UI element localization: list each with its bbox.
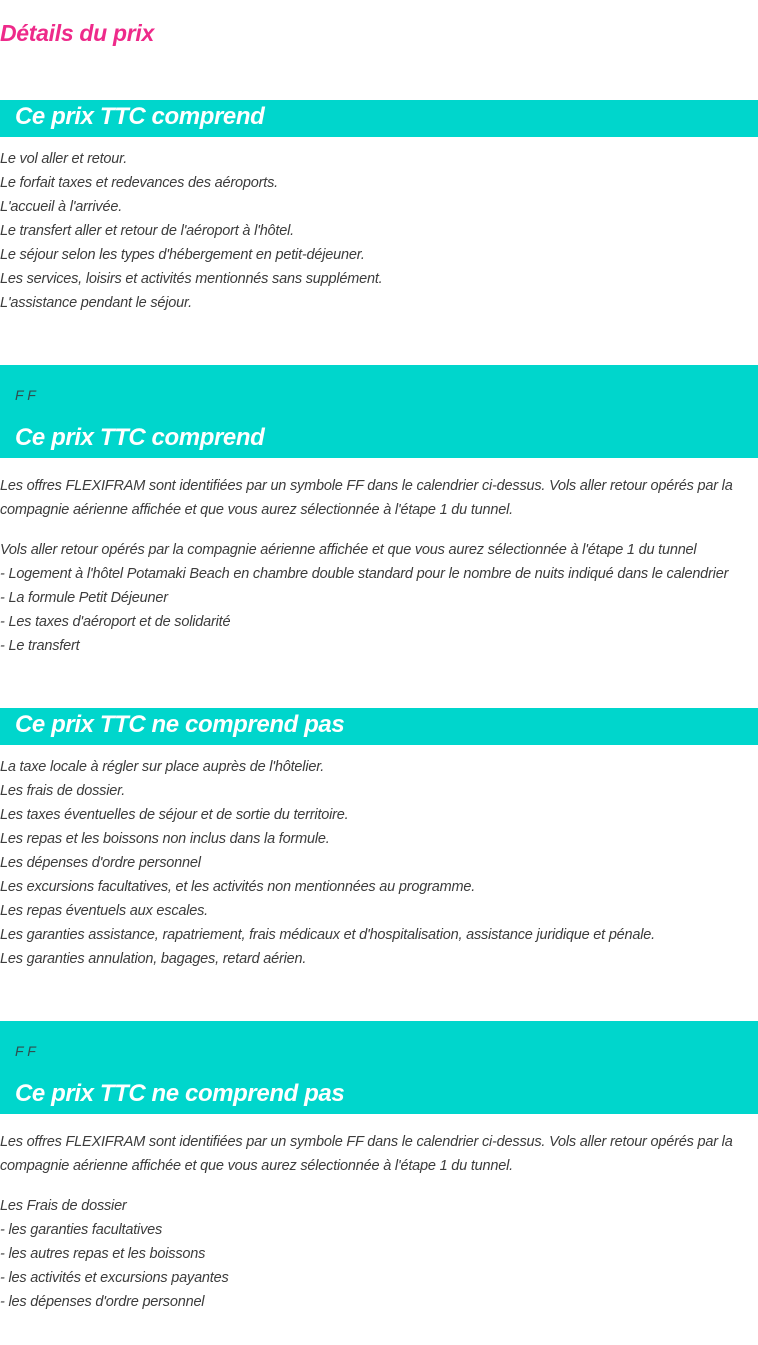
included-flexifram-list [0,538,758,658]
list-item: - les autres repas et les boissons [0,1246,206,1262]
list-item: - Le transfert [0,638,80,654]
list-item: La taxe locale à régler sur place auprès de l'hôtelier. [0,759,325,775]
list-item: L'assistance pendant le séjour. [0,295,192,311]
flexifram-intro-2 [0,1130,740,1178]
included-list [0,147,740,315]
intro-paragraph: Les offres FLEXIFRAM sont identifiées par un symbole FF dans le calendrier ci-dessus. Vols aller retour opérés par la compagnie aérienne affichée et que vous aurez sélectionnée à l'étape 1 du tunnel. [0,478,733,518]
flexifram-intro [0,474,740,522]
section-band-included-flexifram [0,365,758,458]
list-item: Les garanties annulation, bagages, retard aérien. [0,951,307,967]
ff-label: F F [15,387,36,403]
section-heading-not-included: Ce prix TTC ne comprend pas [15,711,345,738]
list-item: Les Frais de dossier [0,1198,127,1214]
list-item: Le séjour selon les types d'hébergement en petit-déjeuner. [0,247,365,263]
intro-paragraph: Les offres FLEXIFRAM sont identifiées par un symbole FF dans le calendrier ci-dessus. Vols aller retour opérés par la compagnie aérienne affichée et que vous aurez sélectionnée à l'étape 1 du tunnel. [0,1134,733,1174]
list-item: - les garanties facultatives [0,1222,163,1238]
section-band-not-included [0,708,758,745]
list-item: - Logement à l'hôtel Potamaki Beach en chambre double standard pour le nombre de nuits indiqué dans le calendrier [0,566,729,582]
list-item: Le transfert aller et retour de l'aéroport à l'hôtel. [0,223,294,239]
list-item: Les garanties assistance, rapatriement, frais médicaux et d'hospitalisation, assistance juridique et pénale. [0,927,655,943]
not-included-flexifram-list [0,1194,740,1314]
list-item: Vols aller retour opérés par la compagnie aérienne affichée et que vous aurez sélectionnée à l'étape 1 du tunnel [0,542,697,558]
list-item: - Les taxes d'aéroport et de solidarité [0,614,231,630]
list-item: L'accueil à l'arrivée. [0,199,123,215]
list-item: - La formule Petit Déjeuner [0,590,168,606]
ff-label: F F [15,1043,36,1059]
list-item: Les services, loisirs et activités mentionnés sans supplément. [0,271,383,287]
section-band-included [0,100,758,137]
list-item: Les dépenses d'ordre personnel [0,855,201,871]
section-heading-included-flexifram: Ce prix TTC comprend [15,424,265,451]
page-title: Détails du prix [0,20,154,46]
list-item: Le vol aller et retour. [0,151,128,167]
list-item: Les repas et les boissons non inclus dans la formule. [0,831,330,847]
section-heading-included: Ce prix TTC comprend [15,103,265,130]
list-item: Les repas éventuels aux escales. [0,903,209,919]
list-item: Les excursions facultatives, et les activités non mentionnées au programme. [0,879,476,895]
list-item: - les activités et excursions payantes [0,1270,229,1286]
list-item: Les frais de dossier. [0,783,126,799]
list-item: Les taxes éventuelles de séjour et de sortie du territoire. [0,807,349,823]
not-included-list [0,755,740,971]
list-item: Le forfait taxes et redevances des aéroports. [0,175,278,191]
section-heading-not-included-flexifram: Ce prix TTC ne comprend pas [15,1080,345,1107]
list-item: - les dépenses d'ordre personnel [0,1294,205,1310]
section-band-not-included-flexifram [0,1021,758,1114]
